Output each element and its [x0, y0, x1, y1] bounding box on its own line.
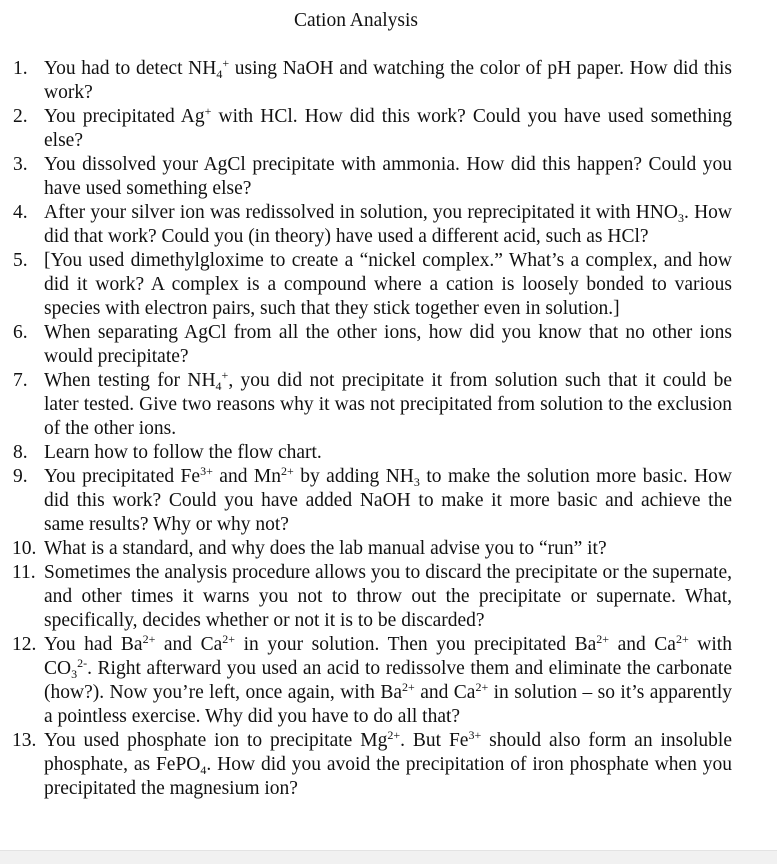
text-run: You precipitated Fe	[44, 466, 201, 487]
superscript: 2+	[387, 728, 401, 742]
text-run: You had Ba	[44, 634, 143, 655]
question-item	[0, 465, 732, 537]
superscript: 2-	[77, 656, 88, 670]
question-item	[0, 321, 732, 369]
question-item	[0, 201, 732, 249]
text-run: . How did you avoid the precipitation of iron phosphate when you precipitated the magnesium ion?	[44, 754, 732, 799]
text-run: in your solution. Then you precipitated Ba	[235, 634, 597, 655]
text-run: Sometimes the analysis procedure allows you to discard the precipitate or the supernate, and other times it warns you not to throw out the precipitate or supernate. What, specifically, decides whether or not it is to be discarded?	[44, 562, 732, 631]
question-text	[44, 322, 732, 367]
question-number: 2.	[13, 106, 28, 127]
superscript: 2+	[475, 680, 489, 694]
subscript: 4	[215, 379, 222, 393]
subscript: 4	[216, 67, 223, 81]
text-run: You dissolved your AgCl precipitate with ammonia. How did this happen? Could you have used something else?	[44, 154, 732, 199]
question-number: 3.	[13, 154, 28, 175]
bottom-scroll-area	[0, 850, 777, 864]
question-text	[44, 106, 732, 151]
question-text	[44, 634, 732, 727]
superscript: 2+	[281, 464, 294, 478]
text-run: with HCl. How did this work? Could you have used something else?	[44, 106, 733, 151]
superscript: +	[204, 104, 212, 118]
question-number: 5.	[13, 250, 28, 271]
text-run: and Ca	[414, 682, 476, 703]
superscript: +	[221, 368, 229, 382]
text-run: You had to detect NH	[44, 58, 217, 79]
superscript: 2+	[142, 632, 156, 646]
question-text	[44, 562, 732, 631]
text-run: by adding NH	[293, 466, 414, 487]
question-item	[0, 57, 732, 105]
question-item	[0, 153, 732, 201]
text-run: . Right afterward you used an acid to redissolve them and eliminate the carbonate (how?). Now you’re left, once again, with Ba	[44, 658, 732, 703]
question-number: 12.	[12, 634, 37, 655]
question-text	[44, 466, 732, 535]
question-item	[0, 369, 732, 441]
text-run: What is a standard, and why does the lab manual advise you to “run” it?	[44, 538, 607, 559]
subscript: 4	[200, 763, 207, 777]
question-text	[44, 250, 732, 319]
text-run: and Ca	[155, 634, 223, 655]
page-title: Cation Analysis	[293, 10, 419, 31]
superscript: 3+	[468, 728, 482, 742]
text-run: and Mn	[212, 466, 281, 487]
superscript: 2+	[596, 632, 610, 646]
question-text	[44, 202, 732, 247]
question-text	[44, 154, 732, 199]
question-item	[0, 729, 732, 801]
question-item	[0, 537, 732, 561]
subscript: 3	[413, 475, 420, 489]
text-run: should also form an insoluble phosphate, as FePO	[44, 730, 732, 775]
question-item	[0, 249, 732, 321]
text-run: You precipitated Ag	[44, 106, 205, 127]
question-number: 10.	[12, 538, 37, 559]
text-run: . But Fe	[400, 730, 469, 751]
question-number: 1.	[13, 58, 28, 79]
text-run: using NaOH and watching the color of pH paper. How did this work?	[44, 58, 732, 103]
question-item	[0, 633, 732, 729]
text-run: to make the solution more basic. How did this work? Could you have added NaOH to make it more basic and achieve the same results? Why or why not?	[44, 466, 732, 535]
text-run: You used phosphate ion to precipitate Mg	[44, 730, 388, 751]
superscript: 2+	[222, 632, 236, 646]
question-number: 9.	[13, 466, 28, 487]
text-run: When testing for NH	[44, 370, 216, 391]
question-number: 7.	[13, 370, 28, 391]
subscript: 3	[71, 667, 78, 681]
question-item	[0, 561, 732, 633]
superscript: 2+	[675, 632, 689, 646]
question-list	[0, 57, 777, 801]
question-number: 11.	[12, 562, 36, 583]
superscript: 3+	[200, 464, 213, 478]
text-run: . How did that work? Could you (in theory) have used a different acid, such as HCl?	[44, 202, 732, 247]
superscript: 2+	[401, 680, 415, 694]
question-text	[44, 58, 732, 103]
subscript: 3	[677, 211, 684, 225]
question-number: 6.	[13, 322, 28, 343]
question-number: 13.	[12, 730, 37, 751]
question-number: 4.	[13, 202, 28, 223]
text-run: After your silver ion was redissolved in solution, you reprecipitated it with HNO	[44, 202, 678, 223]
question-text	[44, 370, 732, 439]
superscript: +	[222, 56, 230, 70]
text-run: When separating AgCl from all the other ions, how did you know that no other ions would precipitate?	[44, 322, 732, 367]
text-run: Learn how to follow the flow chart.	[44, 442, 322, 463]
question-item	[0, 105, 732, 153]
question-text	[44, 730, 732, 799]
text-run: [You used dimethylgloxime to create a “nickel complex.” What’s a complex, and how did it work? A complex is a compound where a cation is loosely bonded to various species with electron pairs, such that they stick together even in solution.]	[44, 250, 732, 319]
text-run: in solution – so it’s apparently a pointless exercise. Why did you have to do all that?	[44, 682, 732, 727]
text-run: , you did not precipitate it from solution such that it could be later tested. Give two reasons why it was not precipitated from solution to the exclusion of the other ions.	[44, 370, 733, 439]
question-number: 8.	[13, 442, 28, 463]
text-run: and Ca	[609, 634, 676, 655]
text-run: with CO	[44, 634, 732, 679]
question-item	[0, 441, 732, 465]
question-text	[44, 538, 607, 559]
question-text	[44, 442, 322, 463]
